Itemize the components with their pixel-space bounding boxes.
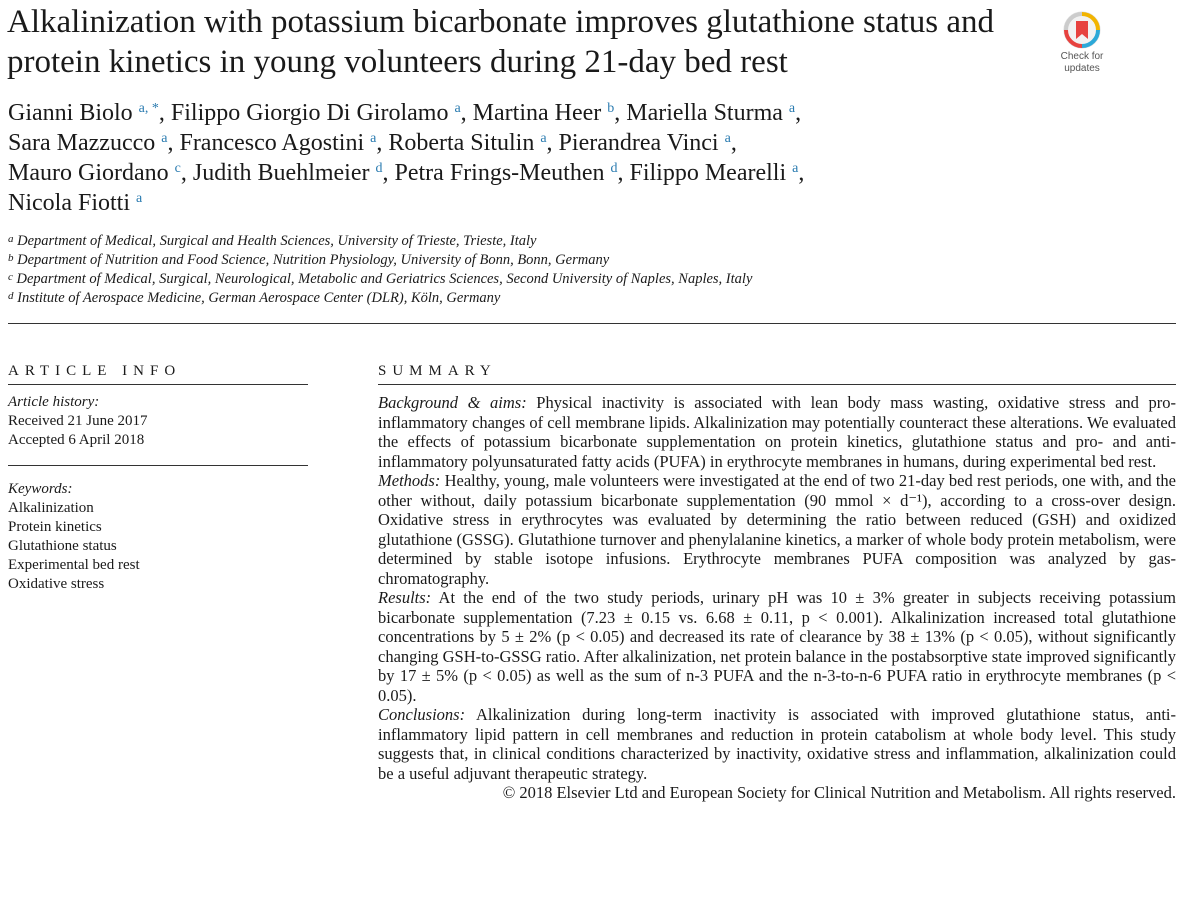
affiliation: $^d$ Institute of Aerospace Medicine, German Aerospace Center (DLR), Köln, Germany: [8, 290, 501, 306]
abstract-section: [378, 471, 1176, 588]
affiliations: [8, 232, 1158, 308]
author-list: Gianni Biolo $^{a, *}$, Filippo Giorgio Di Girolamo $^a$, Martina Heer $^b$, Mariella Sturma $^a$, Sara Mazzucco $^a$, Francesco Agostini $^a$, Roberta Situlin $^a$, Pierandrea Vinci $^a$, Mauro Giordano $^c$, Judith Buehlmeier $^d$, Petra Frings-Meuthen $^d$, Filippo Mearelli $^a$, Nicola Fiotti $^a$: [8, 100, 805, 216]
affiliation: $^a$ Department of Medical, Surgical and Health Sciences, University of Trieste, Trieste, Italy: [8, 233, 537, 249]
section-text: Physical inactivity is associated with lean body mass wasting, oxidative stress and pro-inflammatory changes of cell membrane lipids. Alkalinization may potentially counteract these alterations. We evaluated the effects of potassium bicarbonate supplementation on protein kinetics, glutathione status and pro- and anti-inflammatory polyunsaturated fatty acids (PUFA) in erythrocyte membranes in humans, during experimental bed rest.: [378, 393, 1176, 471]
abstract-section: [378, 393, 1176, 471]
summary: [378, 358, 1176, 803]
affiliation: $^b$ Department of Nutrition and Food Science, Nutrition Physiology, University of Bonn, Bonn, Germany: [8, 252, 610, 268]
check-for-updates-badge[interactable]: [1051, 10, 1113, 72]
accepted-date: Accepted 6 April 2018: [8, 432, 145, 448]
abstract-section: [378, 588, 1176, 705]
check-for-updates-icon: [1062, 10, 1102, 50]
divider: [8, 465, 308, 466]
section-label: Background & aims:: [378, 393, 527, 412]
section-text: Healthy, young, male volunteers were investigated at the end of two 21-day bed rest periods, one with, and the other without, daily potassium bicarbonate supplementation (90 mmol × d⁻¹), according to a cross-over design. Oxidative stress in erythrocytes was evaluated by determining the ratio between reduced (GSH) and oxidized glutathione (GSSG). Glutathione turnover and phenylalanine kinetics, a marker of whole body protein metabolism, were determined by stable isotope infusions. Erythrocyte membranes PUFA composition was analyzed by gas-chromatography.: [378, 471, 1176, 588]
section-label: Results:: [378, 588, 432, 607]
received-date: Received 21 June 2017: [8, 413, 148, 429]
author[interactable]: Pierandrea Vinci $^a$: [558, 130, 731, 156]
author[interactable]: Mauro Giordano $^c$: [8, 160, 181, 186]
keyword[interactable]: Glutathione status: [8, 538, 117, 554]
copyright: © 2018 Elsevier Ltd and European Society for Clinical Nutrition and Metabolism. All rights reserved.: [502, 783, 1176, 802]
history-label: Article history:: [8, 394, 100, 410]
section-text: At the end of the two study periods, urinary pH was 10 ± 3% greater in subjects receiving potassium bicarbonate supplementation (7.23 ± 0.15 vs. 6.68 ± 0.11, p < 0.001). Alkalinization increased total glutathione concentrations by 5 ± 2% (p < 0.05) and decreased its rate of clearance by 38 ± 13% (p < 0.05), without significantly changing GSH-to-GSSG ratio. After alkalinization, net protein balance in the postabsorptive state improved significantly by 17 ± 5% (p < 0.05) as well as the sum of n-3 PUFA and the n-3-to-n-6 PUFA ratio in erythrocyte membranes (p < 0.05).: [378, 588, 1176, 705]
divider: [378, 384, 1176, 385]
author[interactable]: Petra Frings-Meuthen $^d$: [394, 160, 618, 186]
keywords-list: [8, 499, 308, 594]
author[interactable]: Filippo Mearelli $^a$: [629, 160, 799, 186]
badge-line-2: updates: [1064, 63, 1100, 74]
summary-heading: SUMMARY: [378, 363, 497, 379]
keywords-block: [8, 480, 308, 594]
author[interactable]: Martina Heer $^b$: [472, 100, 615, 126]
author[interactable]: Filippo Giorgio Di Girolamo $^a$: [170, 100, 461, 126]
affiliation: $^c$ Department of Medical, Surgical, Neurological, Metabolic and Geriatrics Sciences, Second University of Naples, Naples, Italy: [8, 271, 753, 287]
author[interactable]: Roberta Situlin $^a$: [388, 130, 547, 156]
keyword[interactable]: Oxidative stress: [8, 576, 105, 592]
author[interactable]: Judith Buehlmeier $^d$: [192, 160, 383, 186]
keyword[interactable]: Protein kinetics: [8, 519, 102, 535]
header-divider: [8, 323, 1176, 324]
author[interactable]: Francesco Agostini $^a$: [179, 130, 377, 156]
divider: [8, 384, 308, 385]
keyword[interactable]: Experimental bed rest: [8, 557, 140, 573]
keywords-label: Keywords:: [8, 481, 73, 497]
author[interactable]: Gianni Biolo $^{a, *}$: [8, 100, 159, 126]
article-info: [8, 358, 308, 594]
abstract-section: [378, 705, 1176, 783]
article-history: [8, 393, 308, 450]
article-info-heading: ARTICLE INFO: [8, 363, 182, 379]
author[interactable]: Nicola Fiotti $^a$: [8, 190, 143, 216]
keyword[interactable]: Alkalinization: [8, 500, 94, 516]
section-label: Conclusions:: [378, 705, 466, 724]
abstract-body: [378, 393, 1176, 803]
badge-line-1: Check for: [1060, 51, 1104, 62]
author[interactable]: Sara Mazzucco $^a$: [8, 130, 168, 156]
article-title: Alkalinization with potassium bicarbonate improves glutathione status and protein kinetics in young volunteers during 21-day bed rest: [7, 4, 995, 80]
author[interactable]: Mariella Sturma $^a$: [626, 100, 796, 126]
section-label: Methods:: [378, 471, 441, 490]
section-text: Alkalinization during long-term inactivity is associated with improved glutathione status, anti-inflammatory lipid pattern in cell membranes and reduction in protein catabolism at whole body level. This study suggests that, in clinical conditions characterized by inactivity, oxidative stress and inflammation, alkalinization could be a useful adjuvant therapeutic strategy.: [378, 705, 1176, 783]
